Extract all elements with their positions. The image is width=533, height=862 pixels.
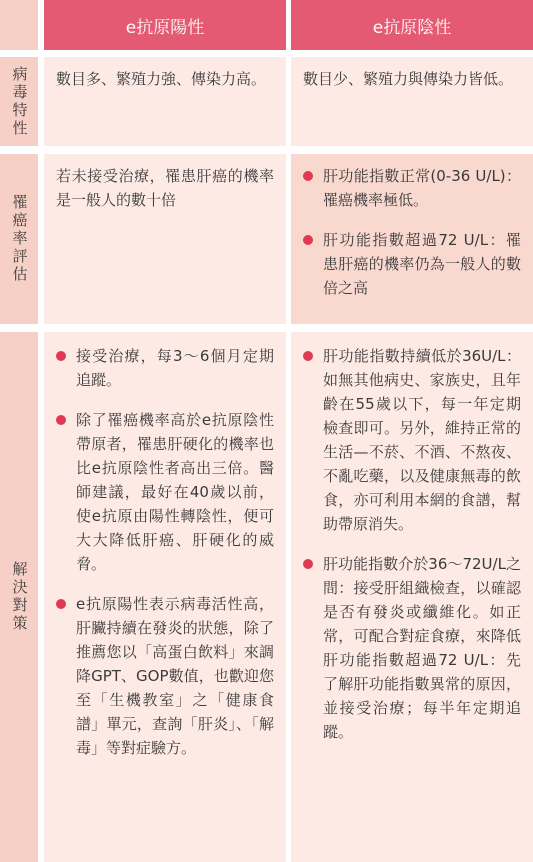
- virus-negative-text: 數目少、繁殖力與傳染力皆低。: [303, 70, 514, 88]
- virus-positive-cell: [44, 57, 286, 146]
- risk-positive-cell: [44, 154, 286, 324]
- solution-negative-cell: [291, 332, 533, 862]
- bullet-icon: [303, 171, 313, 181]
- list-item: 肝功能指數超過72 U/L：罹患肝癌的機率仍為一般人的數倍之高: [303, 228, 521, 300]
- bullet-icon: [56, 415, 66, 425]
- table-corner: [0, 0, 38, 50]
- header-e-antigen-positive: e抗原陽性: [44, 0, 286, 50]
- bullet-icon: [56, 599, 66, 609]
- list-item: 肝功能指數正常(0-36 U/L)：罹癌機率極低。: [303, 164, 521, 212]
- row-label-risk: 罹癌率評估: [0, 154, 38, 324]
- row-label-solution: 解決對策: [0, 332, 38, 862]
- list-item: 接受治療，每3～6個月定期追蹤。: [56, 344, 274, 392]
- list-item: 肝功能指數持續低於36U/L：如無其他病史、家族史，且年齡在55歲以下，每一年定期檢查即可。另外，維持正常的生活—不菸、不酒、不熬夜、不亂吃藥，以及健康無毒的飲食，亦可利用本網的食譜，幫助帶原消失。: [303, 344, 521, 536]
- solution-positive-cell: [44, 332, 286, 862]
- list-item: 除了罹癌機率高於e抗原陰性帶原者，罹患肝硬化的機率也比e抗原陰性者高出三倍。醫師建議，最好在40歲以前，使e抗原由陽性轉陰性，便可大大降低肝癌、肝硬化的威脅。: [56, 408, 274, 576]
- list-item: 肝功能指數介於36～72U/L之間：接受肝組織檢查，以確認是否有發炎或纖維化。如正常，可配合對症食療，來降低肝功能指數超過72 U/L：先了解肝功能指數異常的原因，並接受治療；每半年定期追蹤。: [303, 552, 521, 744]
- bullet-icon: [303, 351, 313, 361]
- header-e-antigen-negative: e抗原陰性: [291, 0, 533, 50]
- risk-positive-text: 若未接受治療，罹患肝癌的機率是一般人的數十倍: [56, 167, 274, 209]
- virus-negative-cell: [291, 57, 533, 146]
- bullet-icon: [303, 235, 313, 245]
- bullet-icon: [56, 351, 66, 361]
- row-label-virus: 病毒特性: [0, 57, 38, 146]
- virus-positive-text: 數目多、繁殖力強、傳染力高。: [56, 70, 267, 88]
- list-item: e抗原陽性表示病毒活性高，肝臟持續在發炎的狀態，除了推薦您以「高蛋白飲料」來調降GPT、GOP數值，也歡迎您至「生機教室」之「健康食譜」單元，查詢「肝炎」、「解毒」等對症驗方。: [56, 592, 274, 760]
- risk-negative-cell: [291, 154, 533, 324]
- bullet-icon: [303, 559, 313, 569]
